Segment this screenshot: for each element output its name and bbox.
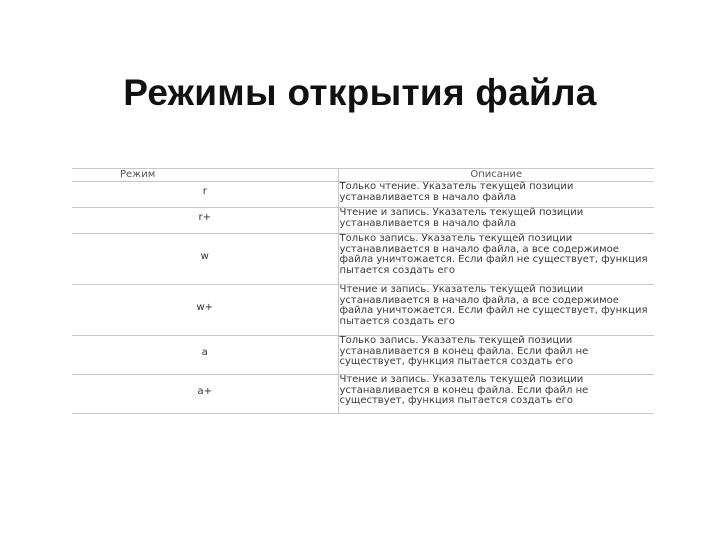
description-cell: Только запись. Указатель текущей позиции устанавливается в конец файла. Если файл не существует, функция пытается создать его <box>338 336 654 375</box>
table-header-row <box>72 169 654 182</box>
description-cell: Чтение и запись. Указатель текущей позиции устанавливается в конец файла. Если файл не существует, функция пытается создать его <box>338 375 654 414</box>
table-row <box>72 375 654 414</box>
file-modes-table <box>72 168 654 414</box>
mode-cell: r <box>202 186 207 197</box>
mode-cell: w+ <box>196 302 214 313</box>
mode-cell: r+ <box>198 212 211 223</box>
mode-cell: w <box>200 251 209 262</box>
description-column-header: Описание <box>338 169 654 182</box>
description-cell: Чтение и запись. Указатель текущей позиции устанавливается в начало файла <box>338 208 654 234</box>
table-row <box>72 182 654 208</box>
mode-cell: a+ <box>197 386 212 397</box>
description-cell: Только запись. Указатель текущей позиции устанавливается в начало файла, а все содержимое файла уничтожается. Если файл не существует, функция пытается создать его <box>338 234 654 285</box>
table-row <box>72 285 654 336</box>
table-row <box>72 234 654 285</box>
mode-column-header: Режим <box>72 169 338 182</box>
description-cell: Чтение и запись. Указатель текущей позиции устанавливается в начало файла, а все содержимое файла уничтожается. Если файл не существует, функция пытается создать его <box>338 285 654 336</box>
table-row <box>72 208 654 234</box>
mode-cell: a <box>201 347 208 358</box>
table-row <box>72 336 654 375</box>
description-cell: Только чтение. Указатель текущей позиции устанавливается в начало файла <box>338 182 654 208</box>
slide-title: Режимы открытия файла <box>123 72 597 113</box>
